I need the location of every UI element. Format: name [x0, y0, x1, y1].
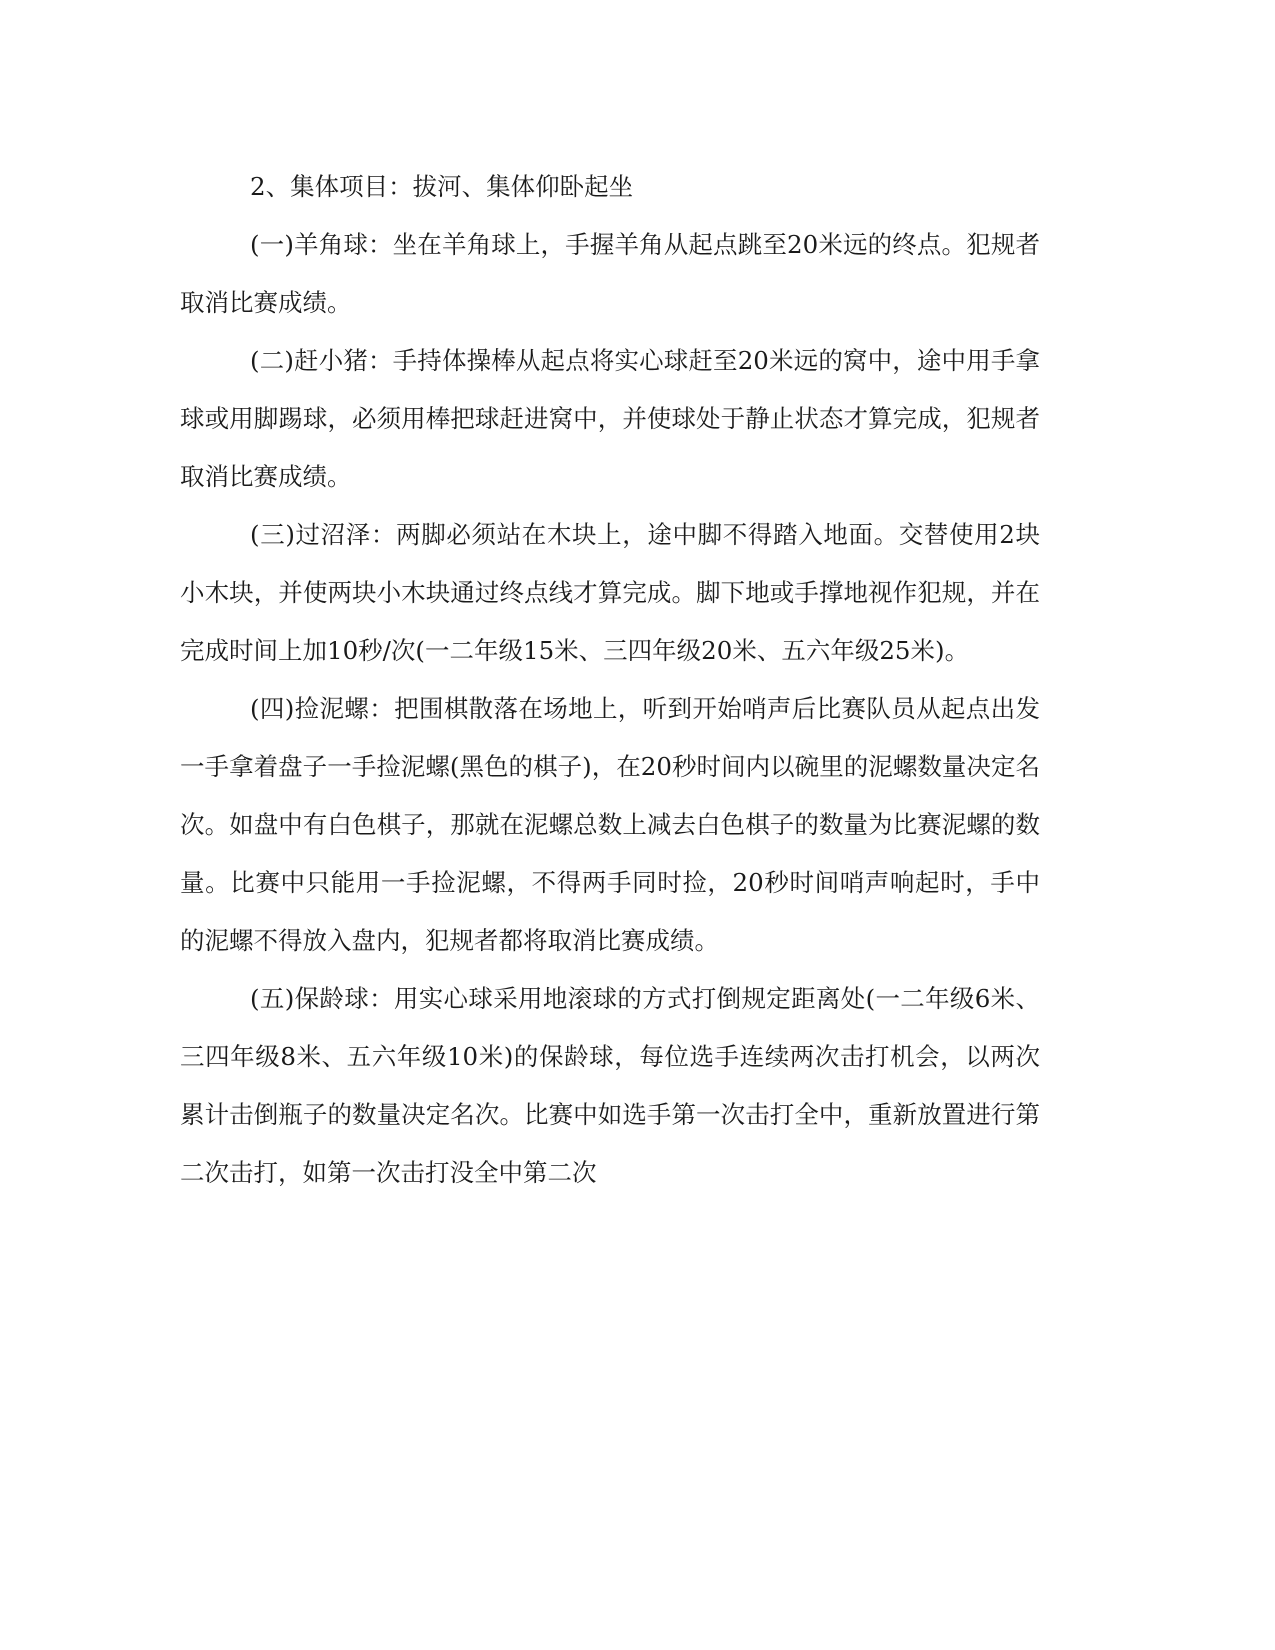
paragraph-sheep-horn-ball: (一)羊角球：坐在羊角球上，手握羊角从起点跳至20米远的终点。犯规者取消比赛成绩。 [180, 230, 1040, 317]
paragraph-group-events: 2、集体项目：拔河、集体仰卧起坐 [250, 172, 634, 201]
paragraph-pick-snails: (四)捡泥螺：把围棋散落在场地上，听到开始哨声后比赛队员从起点出发一手拿着盘子一手捡泥螺(黑色的棋子)，在20秒时间内以碗里的泥螺数量决定名次。如盘中有白色棋子，那就在泥螺总数上减去白色棋子的数量为比赛泥螺的数量。比赛中只能用一手捡泥螺，不得两手同时捡，20秒时间哨声响起时，手中的泥螺不得放入盘内，犯规者都将取消比赛成绩。 [180, 694, 1040, 955]
paragraph-bowling: (五)保龄球：用实心球采用地滚球的方式打倒规定距离处(一二年级6米、三四年级8米、五六年级10米)的保龄球，每位选手连续两次击打机会，以两次累计击倒瓶子的数量决定名次。比赛中如选手第一次击打全中，重新放置进行第二次击打，如第一次击打没全中第二次 [180, 984, 1040, 1187]
paragraph-cross-swamp: (三)过沼泽：两脚必须站在木块上，途中脚不得踏入地面。交替使用2块小木块，并使两块小木块通过终点线才算完成。脚下地或手撑地视作犯规，并在完成时间上加10秒/次(一二年级15米、三四年级20米、五六年级25米)。 [180, 520, 1040, 665]
document-body [180, 158, 1040, 1202]
paragraph-herd-piglet: (二)赶小猪：手持体操棒从起点将实心球赶至20米远的窝中，途中用手拿球或用脚踢球，必须用棒把球赶进窝中，并使球处于静止状态才算完成，犯规者取消比赛成绩。 [180, 346, 1040, 491]
